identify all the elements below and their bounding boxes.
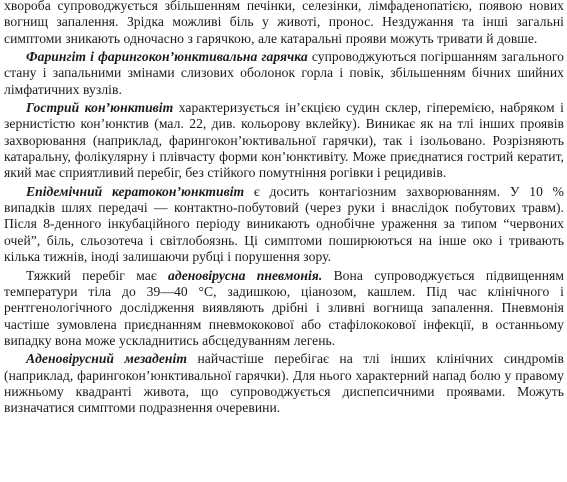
paragraph-pharyngitis [4, 49, 564, 98]
paragraph-conjunctivitis [4, 100, 564, 182]
term-pneumonia: аденовірусна пневмонія. [168, 267, 323, 283]
paragraph-text: хвороба супроводжується збільшенням печінки, селезінки, лімфаденопатією, появою нових вогнищ запалення. Зрідка можливі біль у животі, пронос. Нездужання та інші загальні симптоми зникають одночасно з гарячкою, але катаральні прояви можуть тривати й довше. [4, 0, 564, 46]
term-pharyngitis: Фарингіт і фарингокон’юнктивальна гарячка [26, 49, 308, 65]
term-mesadenitis: Аденовірусний мезаденіт [26, 351, 187, 367]
paragraph-mesadenitis [4, 351, 564, 416]
paragraph-lead-text: Тяжкий перебіг має [26, 267, 169, 283]
paragraph-text: характеризується ін’єкцією судин склер, гіперемією, набряком і зернистістю кон’юнктив (мал. 22, див. кольорову вклейку). Виникає як на тлі інших проявів захворювання (наприклад, фарингокон’юктивальної гарячки), так і ізольовано. Розрізняють катаральну, фолікулярну і плівчасту форми кон’юнктивіту. Може приєднатися гострий кератит, який має сприятливий перебіг, без стійкого помутніння рогівки і рецидивів. [4, 100, 564, 181]
paragraph-text: найчастіше перебігає на тлі інших клінічних синдромів (наприклад, фарингокон’юнктивальної гарячки). Для нього характерний напад болю у правому нижньому квадранті живота, що супроводжується диспепсичними проявами. Можуть визначатися симптоми подразнення очеревини. [4, 351, 564, 416]
paragraph-text: Вона супроводжується підвищенням температури тіла до 39—40 °С, задишкою, ціанозом, кашлем. Під час клінічного і рентгенологічного дослідження виявляють дрібні і зливні вогнища запалення. Пневмонія частіше зумовлена приєднанням пневмококової або стафілококової інфекції, в останньому випадку вона може ускладнитись абсцедуванням легень. [4, 267, 564, 348]
paragraph-pneumonia [4, 268, 564, 350]
term-keratoconjunctivitis: Епідемічний кератокон’юнктивіт [26, 183, 245, 199]
paragraph-text: є досить контагіозним захворюванням. У 10 % випадків шлях передачі — контактно-побутовий (через руки і внаслідок побутових травм). Після 8-денного інкубаційного періоду виникають однобічне ураження за типом “червоних очей”, біль, сльозотеча і світлобоязнь. Ці симптоми поширюються на інше око і тривають кілька тижнів, іноді залишаючи рубці і порушення зору. [4, 183, 565, 265]
paragraph-keratoconjunctivitis [4, 184, 564, 266]
paragraph-text: супроводжуються погіршанням загального стану і запальними змінами слизових оболонок горла і повік, збільшенням бічних шийних лімфатичних вузлів. [4, 49, 564, 97]
paragraph-continuation [4, 0, 564, 47]
term-conjunctivitis: Гострий кон’юнктивіт [26, 100, 174, 116]
